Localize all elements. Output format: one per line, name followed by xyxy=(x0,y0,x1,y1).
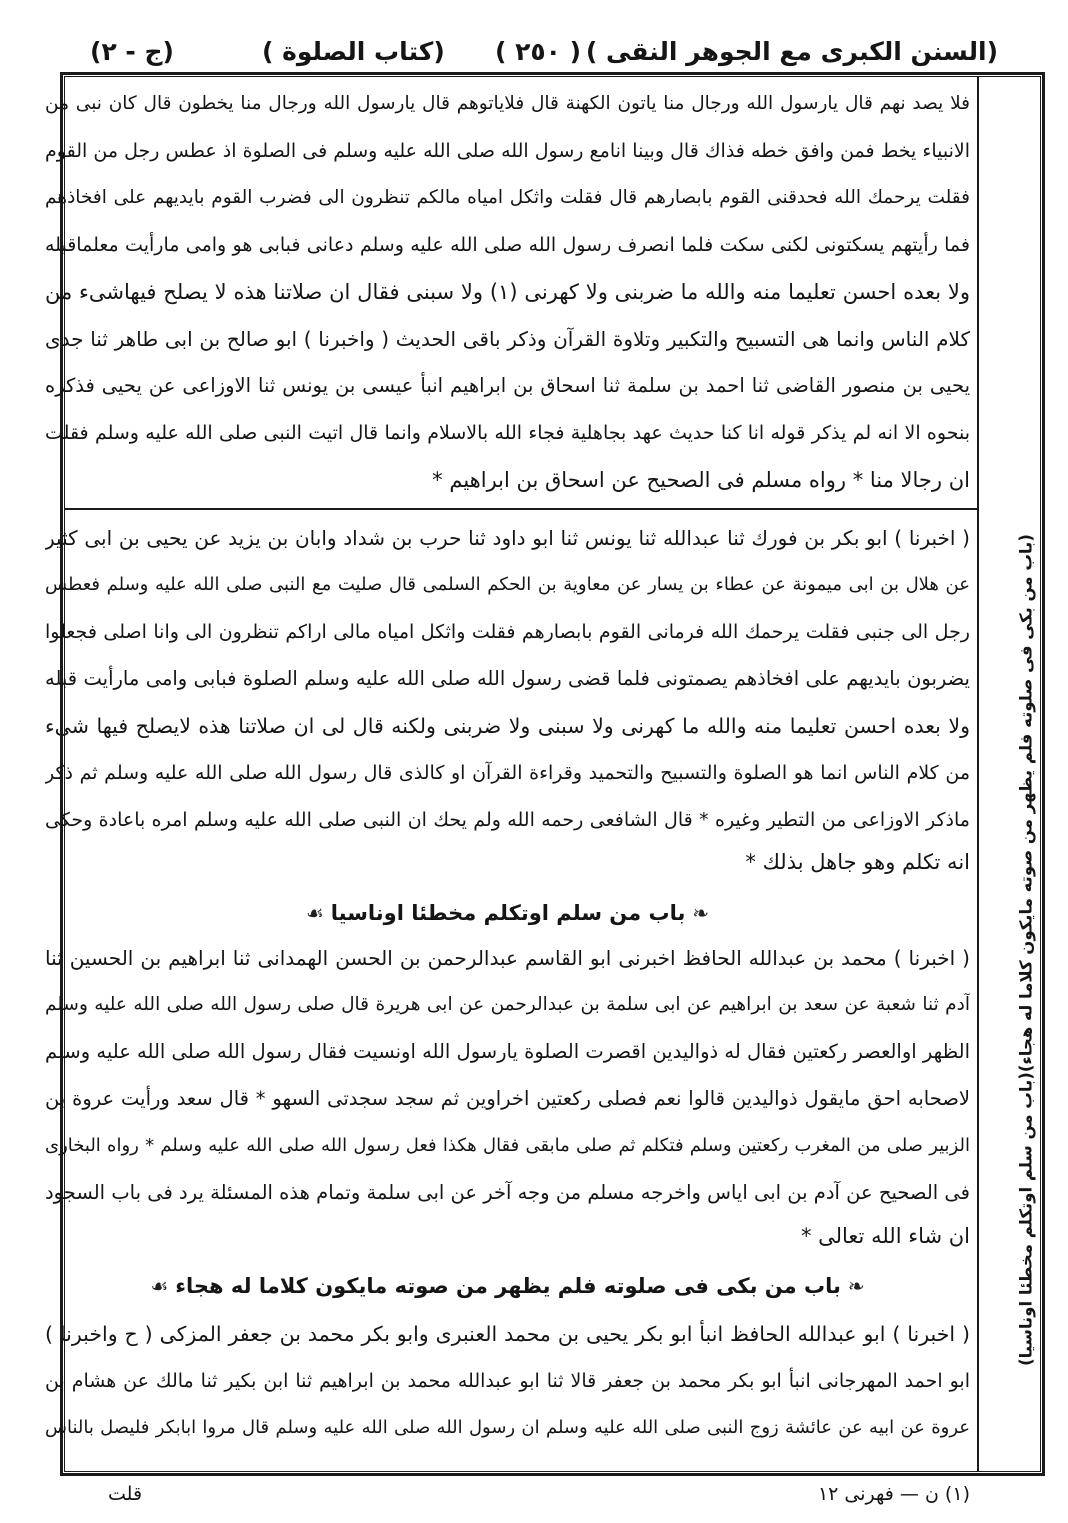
text-line: فما رأيتهم يسكتونى لكنى سكت فلما انصرف رسول الله صلى الله عليه وسلم دعانى فبابى هو وامى مارأيت معلماقبله xyxy=(45,234,970,256)
margin-note-text: (باب من بكى فى صلوته فلم يظهر من صوته مايكون كلاما له هجاء)(باب من سلم اوتكلم مخطئا اوناسيا) xyxy=(1016,534,1036,1366)
margin-note xyxy=(1008,520,1044,1380)
section-divider xyxy=(64,508,977,510)
ornament-icon: ☙ xyxy=(305,901,331,925)
text-line: ان شاء الله تعالى * xyxy=(800,1224,970,1248)
text-line: يضربون بايديهم على افخاذهم يصمتونى فلما قضى رسول الله صلى الله عليه وسلم الصلوة فبابى وامى مارأيت قبله xyxy=(45,667,970,690)
book-title: (كتاب الصلوة ) xyxy=(262,37,445,66)
ornament-icon: ☙ xyxy=(150,1274,176,1298)
text-line: فلا يصد نهم قال يارسول الله ورجال منا ياتون الكهنة قال فلاياتوهم قال يارسول الله ورجال منا يخطون قال كان نبى من xyxy=(45,93,970,114)
text-line: انه تكلم وهو جاهل بذلك * xyxy=(745,850,970,874)
text-line: الزبير صلى من المغرب ركعتين وسلم فتكلم ثم صلى مابقى فقال هكذا فعل رسول الله صلى الله عليه وسلم * رواه البخارى xyxy=(45,1135,970,1156)
text-line: يحيى بن منصور القاضى ثنا احمد بن سلمة ثنا اسحاق بن ابراهيم انبأ عيسى بن يونس ثنا الاوزاعى عن يحيى فذكره xyxy=(45,374,970,397)
text-line: ولا بعده احسن تعليما منه والله ما كهرنى ولا سبنى ولا ضربنى ولكنه قال لى ان صلاتنا هذه لايصلح فيها شىء xyxy=(45,714,970,738)
text-line: ( اخبرنا ) ابو عبدالله الحافظ انبأ ابو بكر يحيى بن محمد العنبرى وابو بكر محمد بن جعفر المزكى ( ح واخبرنا ) xyxy=(45,1322,970,1346)
ornament-icon: ❧ xyxy=(840,1274,865,1298)
text-line: رجل الى جنبى فقلت يرحمك الله فرمانى القوم بابصارهم فقلت واثكل امياه مالى اراكم تنظرون الى وانا اصلى فجعلوا xyxy=(45,621,970,643)
text-line: ماذكر الاوزاعى من التطير وغيره * قال الشافعى رحمه الله ولم يحك ان النبى صلى الله عليه وسلم امره باعادة وحكى xyxy=(45,809,970,831)
text-line: بنحوه الا انه لم يذكر قوله انا كنا حديث عهد بجاهلية فجاء الله بالاسلام وانما قال اتيت النبى صلى الله عليه وسلم فقلت xyxy=(45,422,970,444)
chapter-heading xyxy=(45,895,970,931)
text-line: عروة عن ابيه عن عائشة زوج النبى صلى الله عليه وسلم ان رسول الله صلى الله عليه وسلم قال مروا ابابكر فليصل بالناس xyxy=(45,1417,970,1438)
running-title: (السنن الكبرى مع الجوهر النقى ) xyxy=(585,37,998,66)
catchword: قلت xyxy=(108,1483,143,1505)
text-line: آدم ثنا شعبة عن سعد بن ابراهيم عن ابى سلمة بن عبدالرحمن عن ابى هريرة قال صلى رسول الله صلى الله عليه وسلم xyxy=(45,994,970,1015)
text-line: ابو احمد المهرجانى انبأ ابو بكر محمد بن جعفر قالا ثنا ابو عبدالله محمد بن ابراهيم ثنا ابن بكير ثنا مالك عن هشام بن xyxy=(45,1370,970,1392)
footnote: (١) ن — فهرنى ١٢ xyxy=(817,1483,970,1505)
text-line: ( اخبرنا ) ابو بكر بن فورك ثنا عبدالله ثنا يونس ثنا ابو داود ثنا حرب بن شداد وابان بن يزيد عن يحيى بن ابى كثير xyxy=(45,526,970,550)
text-line: فقلت يرحمك الله فحدقنى القوم بابصارهم قال فقلت واثكل امياه مالكم تنظرون الى فضرب القوم بايديهم على افخاذهم xyxy=(45,187,970,208)
text-line: الانبياء يخط فمن وافق خطه فذاك قال وبينا انامع رسول الله صلى الله عليه وسلم فى الصلوة اذ عطس رجل من القوم xyxy=(45,140,970,162)
text-line: عن هلال بن ابى ميمونة عن عطاء بن يسار عن معاوية بن الحكم السلمى قال صليت مع النبى صلى الله عليه وسلم فعطس xyxy=(45,574,970,595)
text-line: لاصحابه احق مايقول ذواليدين قالوا نعم فصلى ركعتين اخراوين ثم سجد سجدتى السهو * قال سعد ورأيت عروة بن xyxy=(45,1087,970,1110)
text-line: الظهر اوالعصر ركعتين فقال له ذواليدين اقصرت الصلوة يارسول الله اونسيت فقال رسول الله صلى الله عليه وسلم xyxy=(45,1040,970,1063)
margin-divider xyxy=(977,76,979,1472)
chapter-heading xyxy=(45,1268,970,1304)
text-line: ولا بعده احسن تعليما منه والله ما ضربنى ولا كهرنى (١) ولا سبنى فقال ان صلاتنا هذه لا يصلح فيهاشىء من xyxy=(45,280,970,304)
chapter-heading-text: باب من بكى فى صلوته فلم يظهر من صوته مايكون كلاما له هجاء xyxy=(175,1274,841,1298)
volume-number: (ج - ٢) xyxy=(90,37,174,66)
text-line: من كلام الناس انما هو الصلوة والتسبيح والتحميد وقراءة القرآن او كالذى قال رسول الله صلى الله عليه وسلم ثم ذكر xyxy=(45,762,970,784)
text-line: كلام الناس وانما هى التسبيح والتكبير وتلاوة القرآن وذكر باقى الحديث ( واخبرنا ) ابو صالح بن ابى طاهر ثنا جدى xyxy=(45,327,970,351)
page-number: ( ٢٥٠ ) xyxy=(495,37,582,66)
chapter-heading-text: باب من سلم اوتكلم مخطئا اوناسيا xyxy=(330,901,686,925)
ornament-icon: ❧ xyxy=(685,901,710,925)
text-line: فى الصحيح عن آدم بن ابى اياس واخرجه مسلم من وجه آخر عن ابى سلمة وتمام هذه المسئلة يرد فى باب السجود xyxy=(45,1181,970,1204)
text-line: ان رجالا منا * رواه مسلم فى الصحيح عن اسحاق بن ابراهيم * xyxy=(432,468,970,492)
text-line: ( اخبرنا ) محمد بن عبدالله الحافظ اخبرنى ابو القاسم عبدالرحمن بن الحسن الهمدانى ثنا ابراهيم بن الحسين ثنا xyxy=(45,946,970,970)
